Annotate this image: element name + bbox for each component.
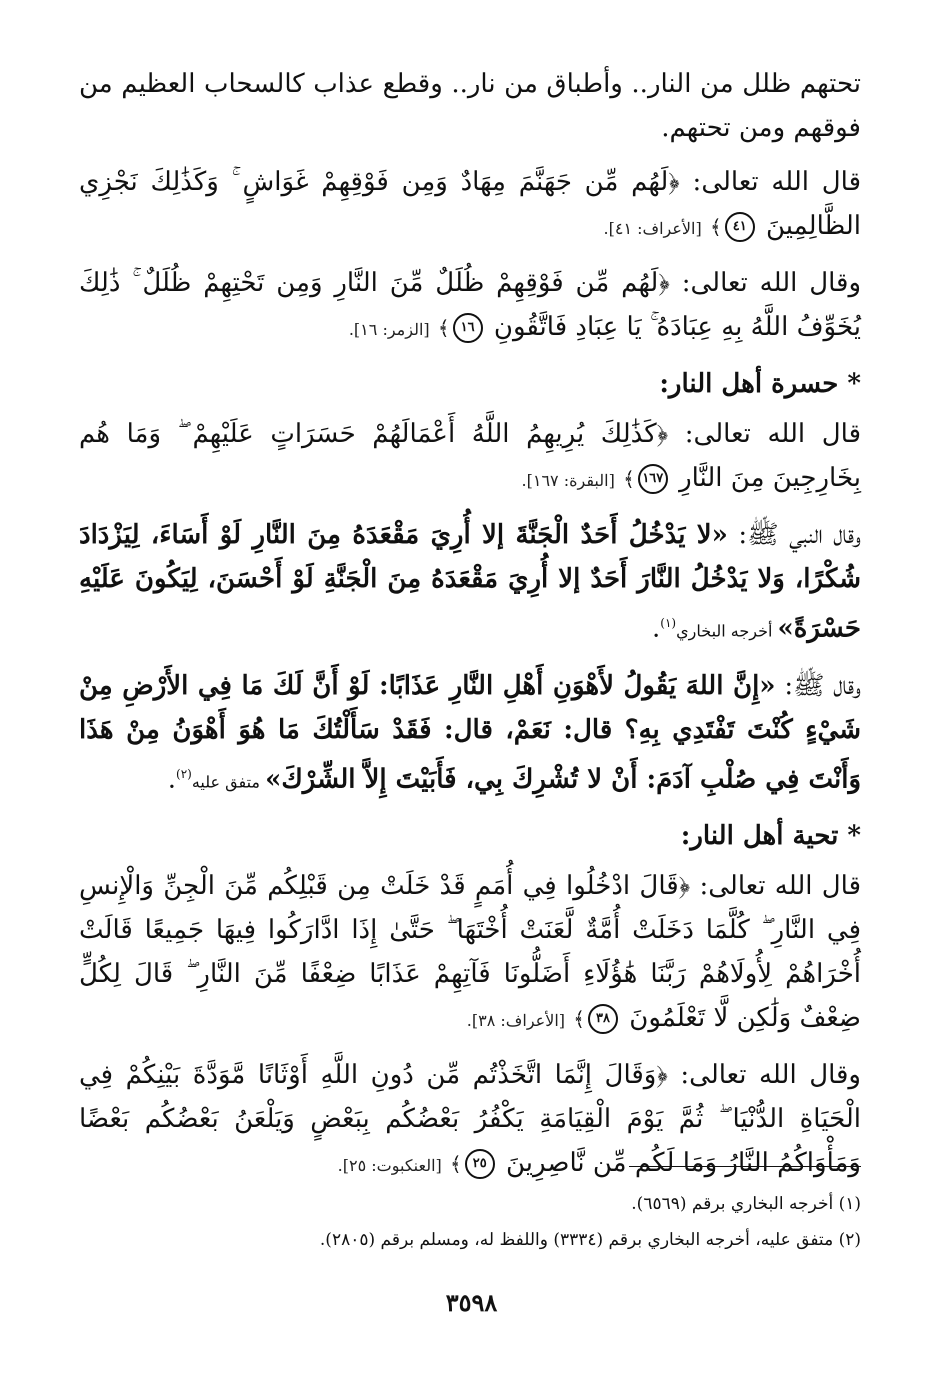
footnote-marker[interactable]: (١) — [660, 616, 677, 630]
verse-close-bracket: ﴾ — [623, 467, 635, 491]
page-number: ٣٥٩٨ — [445, 1288, 498, 1317]
verse-close-bracket: ﴾ — [450, 1152, 462, 1177]
quran-quote-baqara-167 — [79, 412, 861, 503]
verse-text: ﴿وَقَالَ إِنَّمَا اتَّخَذْتُم مِّن دُونِ اللَّهِ أَوْثَانًا مَّوَدَّةَ بَيْنِكُمْ فِي الْحَيَاةِ الدُّنْيَا ۖ ثُمَّ يَوْمَ الْقِيَامَةِ يَكْفُرُ بَعْضُكُم بِبَعْضٍ وَيَلْعَنُ بَعْضُكُم بَعْضًا وَمَأْوَاكُمُ النَّارُ وَمَا لَكُم مِّن نَّاصِرِينَ — [79, 1060, 861, 1179]
footnote-2: (٢) متفق عليه، أخرجه البخاري برقم (٣٣٣٤) واللفظ له، ومسلم برقم (٢٨٠٥). — [319, 1230, 861, 1250]
hadith-intro: وقال ﷺ: — [775, 670, 861, 701]
paragraph-intro — [79, 62, 861, 150]
quote-intro: قال الله تعالى: — [668, 419, 862, 449]
quran-quote-araf-38 — [79, 864, 861, 1043]
footnotes — [79, 1186, 861, 1258]
page-body — [79, 62, 861, 1198]
verse-text: ﴿لَهُم مِّن جَهَنَّمَ مِهَادٌ وَمِن فَوْقِهِمْ غَوَاشٍ ۚ وَكَذَٰلِكَ نَجْزِي الظَّالِمِينَ — [79, 167, 861, 241]
ayah-number-badge: ٤١ — [725, 212, 755, 242]
paragraph-text: تحتهم ظلل من النار.. وأطباق من نار.. وقطع عذاب كالسحاب العظيم من فوقهم ومن تحتهم. — [79, 69, 861, 143]
verse-reference: [الأعراف: ٤١]. — [603, 219, 702, 238]
verse-close-bracket: ﴾ — [573, 1007, 585, 1032]
verse-close-bracket: ﴾ — [437, 316, 450, 340]
quran-quote-araf-41 — [79, 160, 861, 251]
section-heading-tahiya: * تحية أهل النار: — [680, 821, 861, 852]
verse-text: ﴿لَهُم مِّن فَوْقِهِمْ ظُلَلٌ مِّنَ النَّارِ وَمِن تَحْتِهِمْ ظُلَلٌ ۚ ذَٰلِكَ يُخَوِّفُ اللَّهُ بِهِ عِبَادَهُ ۚ يَا عِبَادِ فَاتَّقُونِ — [79, 268, 861, 342]
ayah-number-badge: ٢٥ — [465, 1149, 495, 1179]
quran-quote-zumar-16 — [79, 261, 861, 352]
footnote-marker[interactable]: (٢) — [176, 766, 192, 781]
quote-intro: وقال الله تعالى: — [667, 1060, 861, 1091]
section-heading-hasra: * حسرة أهل النار: — [659, 369, 861, 399]
verse-reference: [البقرة: ١٦٧]. — [521, 471, 615, 490]
sentence-end: . — [167, 764, 176, 795]
verse-reference: [العنكبوت: ٢٥]. — [337, 1156, 442, 1176]
verse-text: ﴿كَذَٰلِكَ يُرِيهِمُ اللَّهُ أَعْمَالَهُمْ حَسَرَاتٍ عَلَيْهِمْ ۖ وَمَا هُم بِخَارِجِينَ مِنَ النَّارِ — [79, 419, 861, 493]
hadith-quote-1 — [79, 513, 861, 654]
verse-text: ﴿قَالَ ادْخُلُوا فِي أُمَمٍ قَدْ خَلَتْ مِن قَبْلِكُم مِّنَ الْجِنِّ وَالْإِنسِ فِي النَّارِ ۖ كُلَّمَا دَخَلَتْ أُمَّةٌ لَّعَنَتْ أُخْتَهَا ۖ حَتَّىٰ إِذَا ادَّارَكُوا فِيهَا جَمِيعًا قَالَتْ أُخْرَاهُمْ لِأُولَاهُمْ رَبَّنَا هَٰؤُلَاءِ أَضَلُّونَا فَآتِهِمْ عَذَابًا ضِعْفًا مِّنَ النَّارِ ۖ قَالَ لِكُلٍّ ضِعْفٌ وَلَٰكِن لَّا تَعْلَمُونَ — [79, 871, 861, 1034]
verse-reference: [الأعراف: ٣٨]. — [466, 1011, 566, 1031]
hadith-text: «إِنَّ اللهَ يَقُولُ لأَهْوَنِ أَهْلِ النَّارِ عَذَابًا: لَوْ أَنَّ لَكَ مَا فِي الأَرْضِ مِنْ شَيْءٍ كُنْتَ تَفْتَدِي بِهِ؟ قال: نَعَمْ، قال: فَقَدْ سَأَلْتُكَ مَا هُوَ أَهْوَنُ مِنْ هَذَا وَأَنْتَ فِي صُلْبِ آدَمَ: أَنْ لا تُشْرِكَ بِي، فَأَبَيْتَ إِلاَّ الشِّرْكَ» — [79, 670, 861, 795]
footnote-1: (١) أخرجه البخاري برقم (٦٥٦٩). — [631, 1194, 861, 1214]
hadith-text: «لا يَدْخُلُ أَحَدٌ الْجَنَّةَ إلا أُرِيَ مَقْعَدَهُ مِنَ النَّارِ لَوْ أَسَاءَ، لِيَزْدَادَ شُكْرًا، وَلا يَدْخُلُ النَّارَ أَحَدٌ إلا أُرِيَ مَقْعَدَهُ مِنَ الْجَنَّةِ لَوْ أَحْسَنَ، لِيَكُونَ عَلَيْهِ حَسْرَةً» — [79, 520, 861, 644]
hadith-source: أخرجه البخاري — [676, 621, 778, 641]
quote-intro: قال الله تعالى: — [679, 167, 861, 197]
quote-intro: قال الله تعالى: — [690, 871, 862, 902]
hadith-quote-2 — [79, 664, 861, 805]
ayah-number-badge: ١٦٧ — [638, 464, 668, 494]
ayah-number-badge: ١٦ — [453, 313, 483, 343]
sentence-end: . — [652, 613, 661, 644]
ayah-number-badge: ٣٨ — [588, 1004, 618, 1034]
verse-close-bracket: ﴾ — [710, 215, 722, 239]
quote-intro: وقال الله تعالى: — [669, 268, 861, 298]
hadith-intro: وقال النبي ﷺ: — [727, 520, 861, 550]
verse-reference: [الزمر: ١٦]. — [348, 320, 430, 339]
footnote-divider — [629, 1166, 861, 1167]
hadith-source: متفق عليه — [191, 772, 266, 792]
quran-quote-ankabut-25 — [79, 1053, 861, 1188]
